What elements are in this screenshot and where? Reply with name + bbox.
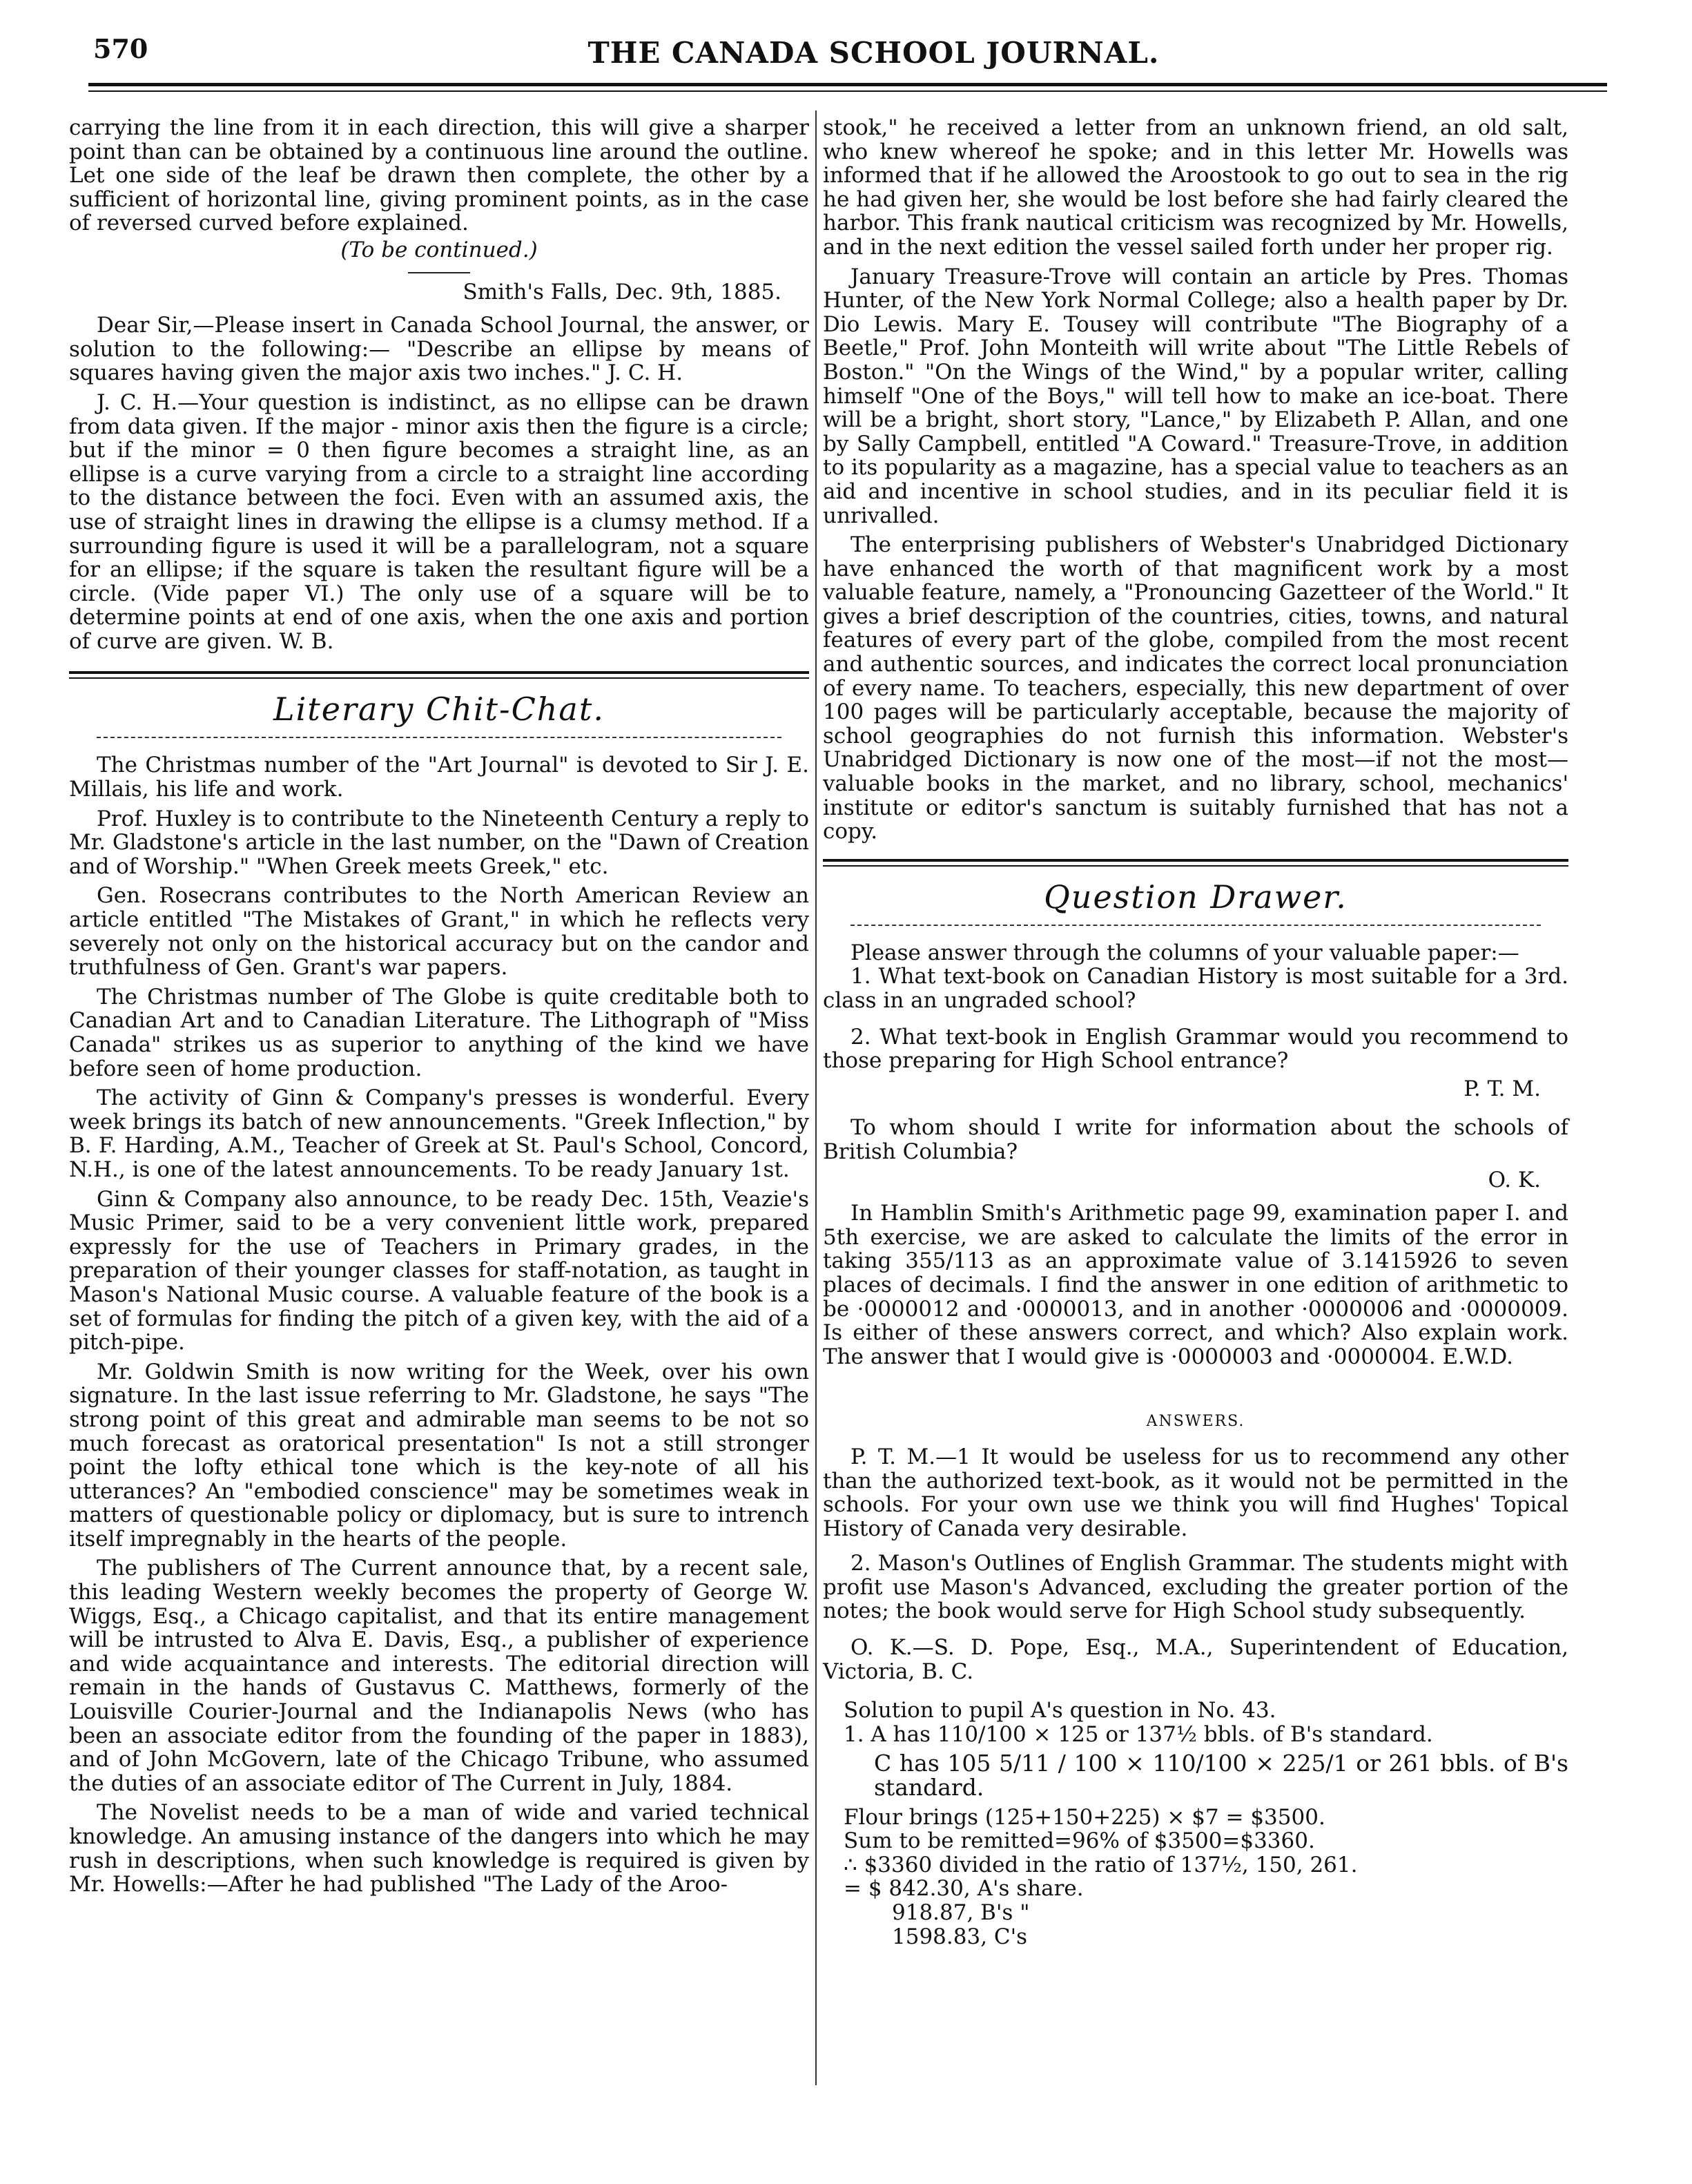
short-divider xyxy=(408,272,470,273)
dashed-divider xyxy=(97,737,781,738)
chitchat-paragraph: Ginn & Company also announce, to be ready Dec. 15th, Veazie's Music Primer, said to be a very convenient little work, prepared expressly for the use of Teachers in Primary grades, in the preparation of their younger classes for staff-notation, as taught in Mason's National Music course. A valuable feature of the book is a set of formulas for finding the pitch of a given key, with the aid of a pitch-pipe. xyxy=(69,1186,809,1355)
solution-line: C has 105 5/11 / 100 × 110/100 × 225/1 or 261 bbls. of B's standard. xyxy=(874,1750,1568,1801)
solution-line: ∴ $3360 divided in the ratio of 137½, 150, 261. xyxy=(844,1852,1358,1877)
chitchat-paragraph: The enterprising publishers of Webster's Unabridged Dictionary have enhanced the worth of that magnificent work by a most valuable feature, namely, a "Pronouncing Gazetteer of the World." It gives a brief description of the countries, cities, towns, and natural features of every part of the globe, compiled from the most recent and authentic sources, and indicates the correct local pronunciation of every name. To teachers, especially, this new department of over 100 pages will be particularly acceptable, because the majority of school geographies do not furnish this information. Webster's Unabridged Dictionary is now one of the most—if not the most—valuable books in the market, and no library, school, mechanics' institute or editor's sanctum is suitably furnished that has not a copy. xyxy=(823,532,1568,844)
left-column xyxy=(69,116,809,1897)
chitchat-paragraph: The Novelist needs to be a man of wide and varied technical knowledge. An amusing instance of the dangers into which he may rush in descriptions, when such knowledge is required is given by Mr. Howells:—After he had published "The Lady of the Aroo- xyxy=(69,1800,809,1897)
solution-block xyxy=(823,1699,1568,1949)
solution-line: 918.87, B's " xyxy=(892,1900,1030,1925)
question-1: 1. What text-book on Canadian History is most suitable for a 3rd. class in an ungraded school? xyxy=(823,964,1568,1013)
solution-line: Flour brings (125+150+225) × $7 = $3500. xyxy=(844,1804,1325,1830)
question-intro: Please answer through the columns of your valuable paper:— xyxy=(850,940,1519,965)
question-signature: O. K. xyxy=(1488,1167,1541,1192)
header-rule xyxy=(88,83,1607,92)
to-be-continued: (To be continued.) xyxy=(340,237,538,262)
answers-heading: ANSWERS. xyxy=(1146,1413,1245,1431)
chitchat-paragraph: Mr. Goldwin Smith is now writing for the Week, over his own signature. In the last issue referring to Mr. Gladstone, he says "The strong point of this great and admirable man seems to be not so much forecast as oratorical presentation" Is not a still stronger point the lofty ethical tone which is the key-note of all his utterances? An "embodied conscience" may be sometimes weak in matters of questionable policy or diplomacy, but is sure to intrench itself impregnably in the hearts of the people. xyxy=(69,1359,809,1552)
chitchat-paragraph: January Treasure-Trove will contain an article by Pres. Thomas Hunter, of the New York Normal College; also a health paper by Dr. Dio Lewis. Mary E. Tousey will contribute "The Biography of a Beetle," Prof. John Monteith will write about "The Little Rebels of Boston." "On the Wings of the Wind," by a popular writer, calling himself "One of the Boys," will tell how to make an ice-boat. There will be a bright, short story, "Lance," by Elizabeth P. Allan, and one by Sally Campbell, entitled "A Coward." Treasure-Trove, in addition to its popularity as a magazine, has a special value to teachers as an aid and incentive in school studies, and in its peculiar field it is unrivalled. xyxy=(823,264,1568,528)
chitchat-paragraph: The Christmas number of The Globe is quite creditable both to Canadian Art and to Canadian Literature. The Lithograph of "Miss Canada" strikes us as superior to anything of the kind we have before seen of home production. xyxy=(69,984,809,1081)
letter-body: Dear Sir,—Please insert in Canada School Journal, the answer, or solution to the following:— "Describe an ellipse by means of squares having given the major axis two inches." J. C. H. xyxy=(69,313,809,386)
question-3: To whom should I write for information about the schools of British Columbia? xyxy=(823,1115,1568,1164)
answer-2: 2. Mason's Outlines of English Grammar. The students might with profit use Mason's Advanced, excluding the greater portion of the notes; the book would serve for High School study subsequently. xyxy=(823,1551,1568,1624)
question-2: 2. What text-book in English Grammar would you recommend to those preparing for High School entrance? xyxy=(823,1024,1568,1074)
right-column xyxy=(823,116,1568,1949)
solution-line: 1598.83, C's xyxy=(892,1924,1028,1949)
running-title: THE CANADA SCHOOL JOURNAL. xyxy=(587,36,1160,70)
dashed-divider xyxy=(850,925,1541,926)
section-rule xyxy=(823,859,1568,867)
letter-place-date: Smith's Falls, Dec. 9th, 1885. xyxy=(463,279,781,305)
solution-line: Solution to pupil A's question in No. 43. xyxy=(844,1698,1276,1723)
chitchat-paragraph: Prof. Huxley is to contribute to the Nineteenth Century a reply to Mr. Gladstone's article in the last number, on the "Dawn of Creation and of Worship." "When Greek meets Greek," etc. xyxy=(69,806,809,879)
chitchat-paragraph: The activity of Ginn & Company's presses is wonderful. Every week brings its batch of new announcements. "Greek Inflection," by B. F. Harding, A.M., Teacher of Greek at St. Paul's School, Concord, N.H., is one of the latest announcements. To be ready January 1st. xyxy=(69,1085,809,1182)
question-signature: P. T. M. xyxy=(1464,1076,1541,1101)
solution-line: 1. A has 110/100 × 125 or 137½ bbls. of B's standard. xyxy=(844,1721,1433,1747)
solution-line: = $ 842.30, A's share. xyxy=(844,1876,1084,1902)
section-title-question-drawer: Question Drawer. xyxy=(1044,878,1348,916)
page-number: 570 xyxy=(93,33,148,64)
article-continuation: carrying the line from it in each direction, this will give a sharper point than can be obtained by a continuous line around the outline. Let one side of the leaf be drawn then complete, the other by a sufficient of horizontal line, giving prominent points, as in the case of reversed curved before explained. xyxy=(69,115,809,236)
chitchat-paragraph: The Christmas number of the "Art Journal" is devoted to Sir J. E. Millais, his life and work. xyxy=(69,753,809,802)
answer-3: O. K.—S. D. Pope, Esq., M.A., Superintendent of Education, Victoria, B. C. xyxy=(823,1635,1568,1684)
letter-reply: J. C. H.—Your question is indistinct, as no ellipse can be drawn from data given. If the major - minor axis then the figure is a circle; but if the minor = 0 then figure becomes a straight line, as an ellipse is a curve varying from a circle to a straight line according to the distance between the foci. Even with an assumed axis, the use of straight lines in drawing the ellipse is a clumsy method. If a surrounding figure is used it will be a parallelogram, not a square for an ellipse; if the square is taken the resultant figure will be a circle. (Vide paper VI.) The only use of a square will be to determine points at end of one axis, when the one axis and portion of curve are given. W. B. xyxy=(69,389,809,654)
question-4: In Hamblin Smith's Arithmetic page 99, examination paper I. and 5th exercise, we are asked to calculate the limits of the error in taking 355/113 as an approximate value of 3.1415926 to seven places of decimals. I find the answer in one edition of arithmetic to be ·0000012 and ·0000013, and in another ·0000006 and ·0000009. Is either of these answers correct, and which? Also explain work. The answer that I would give is ·0000003 and ·0000004. E.W.D. xyxy=(823,1201,1568,1369)
chitchat-paragraph: The publishers of The Current announce that, by a recent sale, this leading Western weekly becomes the property of George W. Wiggs, Esq., a Chicago capitalist, and that its entire management will be intrusted to Alva E. Davis, Esq., a publisher of experience and wide acquaintance and interests. The editorial direction will remain in the hands of Gustavus C. Matthews, formerly of the Louisville Courier-Journal and the Indianapolis News (who has been an associate editor from the founding of the paper in 1883), and of John McGovern, late of the Chicago Tribune, who assumed the duties of an associate editor of The Current in July, 1884. xyxy=(69,1556,809,1796)
section-rule xyxy=(69,671,809,679)
solution-line: Sum to be remitted=96% of $3500=$3360. xyxy=(844,1828,1315,1854)
section-title-literary-chit-chat: Literary Chit-Chat. xyxy=(273,690,605,728)
chitchat-continuation: stook," he received a letter from an unknown friend, an old salt, who knew whereof he spoke; and in this letter Mr. Howells was informed that if he allowed the Aroostook to go out to sea in the rig he had given her, she would be lost before she had fairly cleared the harbor. This frank nautical criticism was recognized by Mr. Howells, and in the next edition the vessel sailed forth under her proper rig. xyxy=(823,115,1568,260)
column-divider xyxy=(815,110,817,2085)
chitchat-paragraph: Gen. Rosecrans contributes to the North American Review an article entitled "The Mistakes of Grant," in which he reflects very severely not only on the historical accuracy but on the candor and truthfulness of Gen. Grant's war papers. xyxy=(69,883,809,980)
answer-1: P. T. M.—1 It would be useless for us to recommend any other than the authorized text-book, as it would not be permitted in the schools. For your own use we think you will find Hughes' Topical History of Canada very desirable. xyxy=(823,1444,1568,1541)
